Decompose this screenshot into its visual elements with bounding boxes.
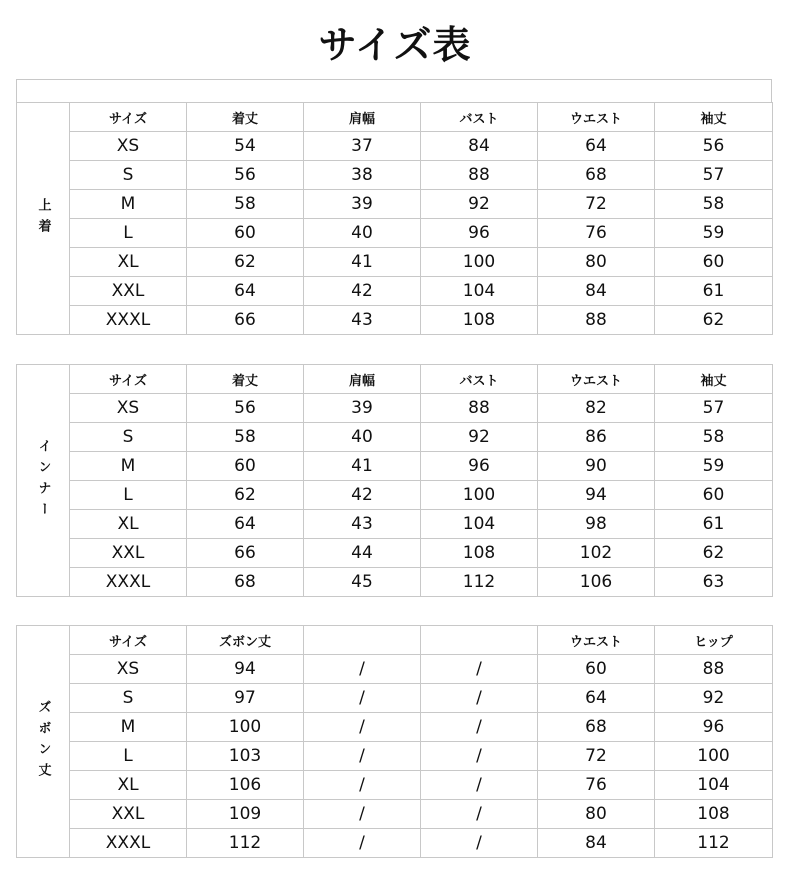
measurement-cell: 104 — [421, 510, 538, 539]
size-cell: XXXL — [70, 306, 187, 335]
measurement-cell: 40 — [304, 423, 421, 452]
measurement-cell: 103 — [187, 742, 304, 771]
measurement-cell: 56 — [655, 132, 773, 161]
measurement-cell: 84 — [538, 277, 655, 306]
measurement-cell: 41 — [304, 452, 421, 481]
header-row — [70, 103, 773, 132]
measurement-cell: 90 — [538, 452, 655, 481]
column-header: サイズ — [70, 626, 187, 655]
page-title: サイズ表 — [318, 23, 472, 67]
column-header: 着丈 — [187, 103, 304, 132]
measurement-cell: 58 — [655, 423, 773, 452]
size-cell: M — [70, 190, 187, 219]
measurement-cell: 58 — [655, 190, 773, 219]
measurement-cell: 94 — [538, 481, 655, 510]
measurement-cell: 100 — [421, 248, 538, 277]
measurement-cell: 66 — [187, 306, 304, 335]
table-row — [70, 161, 773, 190]
pants-grid — [69, 625, 773, 858]
column-header: バスト — [421, 365, 538, 394]
table-row — [70, 655, 773, 684]
measurement-cell: 42 — [304, 277, 421, 306]
inner-side-cell — [16, 364, 70, 597]
size-cell: L — [70, 219, 187, 248]
measurement-cell: 76 — [538, 219, 655, 248]
size-cell: L — [70, 481, 187, 510]
measurement-cell: 41 — [304, 248, 421, 277]
size-cell: XL — [70, 510, 187, 539]
table-row — [70, 713, 773, 742]
table-row — [70, 539, 773, 568]
size-cell: XXXL — [70, 829, 187, 858]
measurement-cell: 112 — [187, 829, 304, 858]
measurement-cell: 104 — [421, 277, 538, 306]
jacket-side-label: 上着 — [35, 197, 51, 240]
measurement-cell: 100 — [655, 742, 773, 771]
measurement-cell: 76 — [538, 771, 655, 800]
table-row — [70, 219, 773, 248]
measurement-cell: 64 — [187, 277, 304, 306]
measurement-cell: 62 — [187, 481, 304, 510]
column-header: ズボン丈 — [187, 626, 304, 655]
pants-side-cell — [16, 625, 70, 858]
measurement-cell: 88 — [421, 394, 538, 423]
column-header: サイズ — [70, 103, 187, 132]
measurement-cell: 37 — [304, 132, 421, 161]
jacket-size-table — [16, 102, 772, 335]
top-grid — [69, 102, 773, 335]
measurement-cell: 39 — [304, 394, 421, 423]
measurement-cell: 88 — [538, 306, 655, 335]
measurement-cell: 92 — [655, 684, 773, 713]
measurement-cell: 88 — [655, 655, 773, 684]
measurement-cell: 109 — [187, 800, 304, 829]
measurement-cell: 72 — [538, 190, 655, 219]
measurement-cell: 40 — [304, 219, 421, 248]
measurement-cell: 98 — [538, 510, 655, 539]
top-divider-bar — [16, 79, 772, 103]
measurement-cell: / — [304, 684, 421, 713]
measurement-cell: 58 — [187, 190, 304, 219]
column-header: ヒップ — [655, 626, 773, 655]
table-row — [70, 190, 773, 219]
measurement-cell: 86 — [538, 423, 655, 452]
size-cell: M — [70, 713, 187, 742]
column-header: ウエスト — [538, 365, 655, 394]
measurement-cell: / — [304, 829, 421, 858]
measurement-cell: 102 — [538, 539, 655, 568]
table-row — [70, 510, 773, 539]
header-row — [70, 365, 773, 394]
measurement-cell: 56 — [187, 161, 304, 190]
measurement-cell: 60 — [655, 481, 773, 510]
column-header: 着丈 — [187, 365, 304, 394]
measurement-cell: 82 — [538, 394, 655, 423]
measurement-cell: 64 — [538, 132, 655, 161]
measurement-cell: 62 — [655, 539, 773, 568]
measurement-cell: 64 — [187, 510, 304, 539]
size-cell: XL — [70, 248, 187, 277]
measurement-cell: 108 — [421, 306, 538, 335]
measurement-cell: 45 — [304, 568, 421, 597]
inner-grid — [69, 364, 773, 597]
measurement-cell: 97 — [187, 684, 304, 713]
column-header: ウエスト — [538, 103, 655, 132]
inner-side-label: インナー — [35, 438, 51, 523]
measurement-cell: 43 — [304, 306, 421, 335]
column-header: 肩幅 — [304, 103, 421, 132]
measurement-cell: 59 — [655, 219, 773, 248]
measurement-cell: / — [421, 800, 538, 829]
column-header: 袖丈 — [655, 365, 773, 394]
measurement-cell: 62 — [655, 306, 773, 335]
measurement-cell: 80 — [538, 800, 655, 829]
measurement-cell: 68 — [538, 713, 655, 742]
measurement-cell: 60 — [655, 248, 773, 277]
measurement-cell: 96 — [655, 713, 773, 742]
measurement-cell: 80 — [538, 248, 655, 277]
measurement-cell: / — [421, 829, 538, 858]
measurement-cell: 100 — [421, 481, 538, 510]
measurement-cell: 60 — [187, 219, 304, 248]
measurement-cell: 43 — [304, 510, 421, 539]
measurement-cell: 92 — [421, 423, 538, 452]
table-row — [70, 452, 773, 481]
column-header: バスト — [421, 103, 538, 132]
measurement-cell: 108 — [655, 800, 773, 829]
jacket-side-cell — [16, 102, 70, 335]
measurement-cell: 64 — [538, 684, 655, 713]
size-cell: XS — [70, 132, 187, 161]
column-header — [304, 626, 421, 655]
measurement-cell: 112 — [421, 568, 538, 597]
measurement-cell: 66 — [187, 539, 304, 568]
column-header: サイズ — [70, 365, 187, 394]
size-cell: S — [70, 684, 187, 713]
size-cell: XXL — [70, 277, 187, 306]
measurement-cell: 84 — [421, 132, 538, 161]
table-row — [70, 132, 773, 161]
size-cell: XS — [70, 394, 187, 423]
measurement-cell: 72 — [538, 742, 655, 771]
measurement-cell: 112 — [655, 829, 773, 858]
size-cell: XL — [70, 771, 187, 800]
measurement-cell: 68 — [187, 568, 304, 597]
measurement-cell: 92 — [421, 190, 538, 219]
table-row — [70, 277, 773, 306]
size-cell: XXL — [70, 800, 187, 829]
measurement-cell: 63 — [655, 568, 773, 597]
measurement-cell: / — [421, 742, 538, 771]
measurement-cell: 57 — [655, 394, 773, 423]
table-row — [70, 742, 773, 771]
size-cell: XXXL — [70, 568, 187, 597]
measurement-cell: 84 — [538, 829, 655, 858]
measurement-cell: 96 — [421, 219, 538, 248]
measurement-cell: 38 — [304, 161, 421, 190]
measurement-cell: 104 — [655, 771, 773, 800]
column-header — [421, 626, 538, 655]
inner-size-table — [16, 364, 772, 597]
measurement-cell: 68 — [538, 161, 655, 190]
measurement-cell: 58 — [187, 423, 304, 452]
measurement-cell: 54 — [187, 132, 304, 161]
measurement-cell: / — [304, 742, 421, 771]
measurement-cell: 44 — [304, 539, 421, 568]
measurement-cell: 88 — [421, 161, 538, 190]
size-cell: S — [70, 423, 187, 452]
size-cell: XXL — [70, 539, 187, 568]
table-row — [70, 248, 773, 277]
size-cell: XS — [70, 655, 187, 684]
measurement-cell: 60 — [187, 452, 304, 481]
measurement-cell: 39 — [304, 190, 421, 219]
measurement-cell: 108 — [421, 539, 538, 568]
measurement-cell: / — [421, 684, 538, 713]
measurement-cell: / — [304, 713, 421, 742]
column-header: 肩幅 — [304, 365, 421, 394]
measurement-cell: 106 — [538, 568, 655, 597]
table-row — [70, 684, 773, 713]
measurement-cell: / — [421, 655, 538, 684]
table-row — [70, 481, 773, 510]
size-cell: S — [70, 161, 187, 190]
measurement-cell: 94 — [187, 655, 304, 684]
table-row — [70, 306, 773, 335]
measurement-cell: / — [421, 771, 538, 800]
table-row — [70, 394, 773, 423]
measurement-cell: 100 — [187, 713, 304, 742]
measurement-cell: / — [421, 713, 538, 742]
measurement-cell: 56 — [187, 394, 304, 423]
measurement-cell: 61 — [655, 277, 773, 306]
measurement-cell: 60 — [538, 655, 655, 684]
measurement-cell: 59 — [655, 452, 773, 481]
table-row — [70, 771, 773, 800]
column-header: 袖丈 — [655, 103, 773, 132]
measurement-cell: / — [304, 800, 421, 829]
table-row — [70, 423, 773, 452]
measurement-cell: 62 — [187, 248, 304, 277]
measurement-cell: 96 — [421, 452, 538, 481]
size-cell: M — [70, 452, 187, 481]
header-row — [70, 626, 773, 655]
measurement-cell: / — [304, 655, 421, 684]
measurement-cell: 57 — [655, 161, 773, 190]
measurement-cell: / — [304, 771, 421, 800]
column-header: ウエスト — [538, 626, 655, 655]
pants-side-label: ズボン丈 — [35, 699, 51, 784]
table-row — [70, 829, 773, 858]
pants-size-table — [16, 625, 772, 858]
table-row — [70, 800, 773, 829]
table-row — [70, 568, 773, 597]
measurement-cell: 61 — [655, 510, 773, 539]
measurement-cell: 106 — [187, 771, 304, 800]
size-cell: L — [70, 742, 187, 771]
measurement-cell: 42 — [304, 481, 421, 510]
